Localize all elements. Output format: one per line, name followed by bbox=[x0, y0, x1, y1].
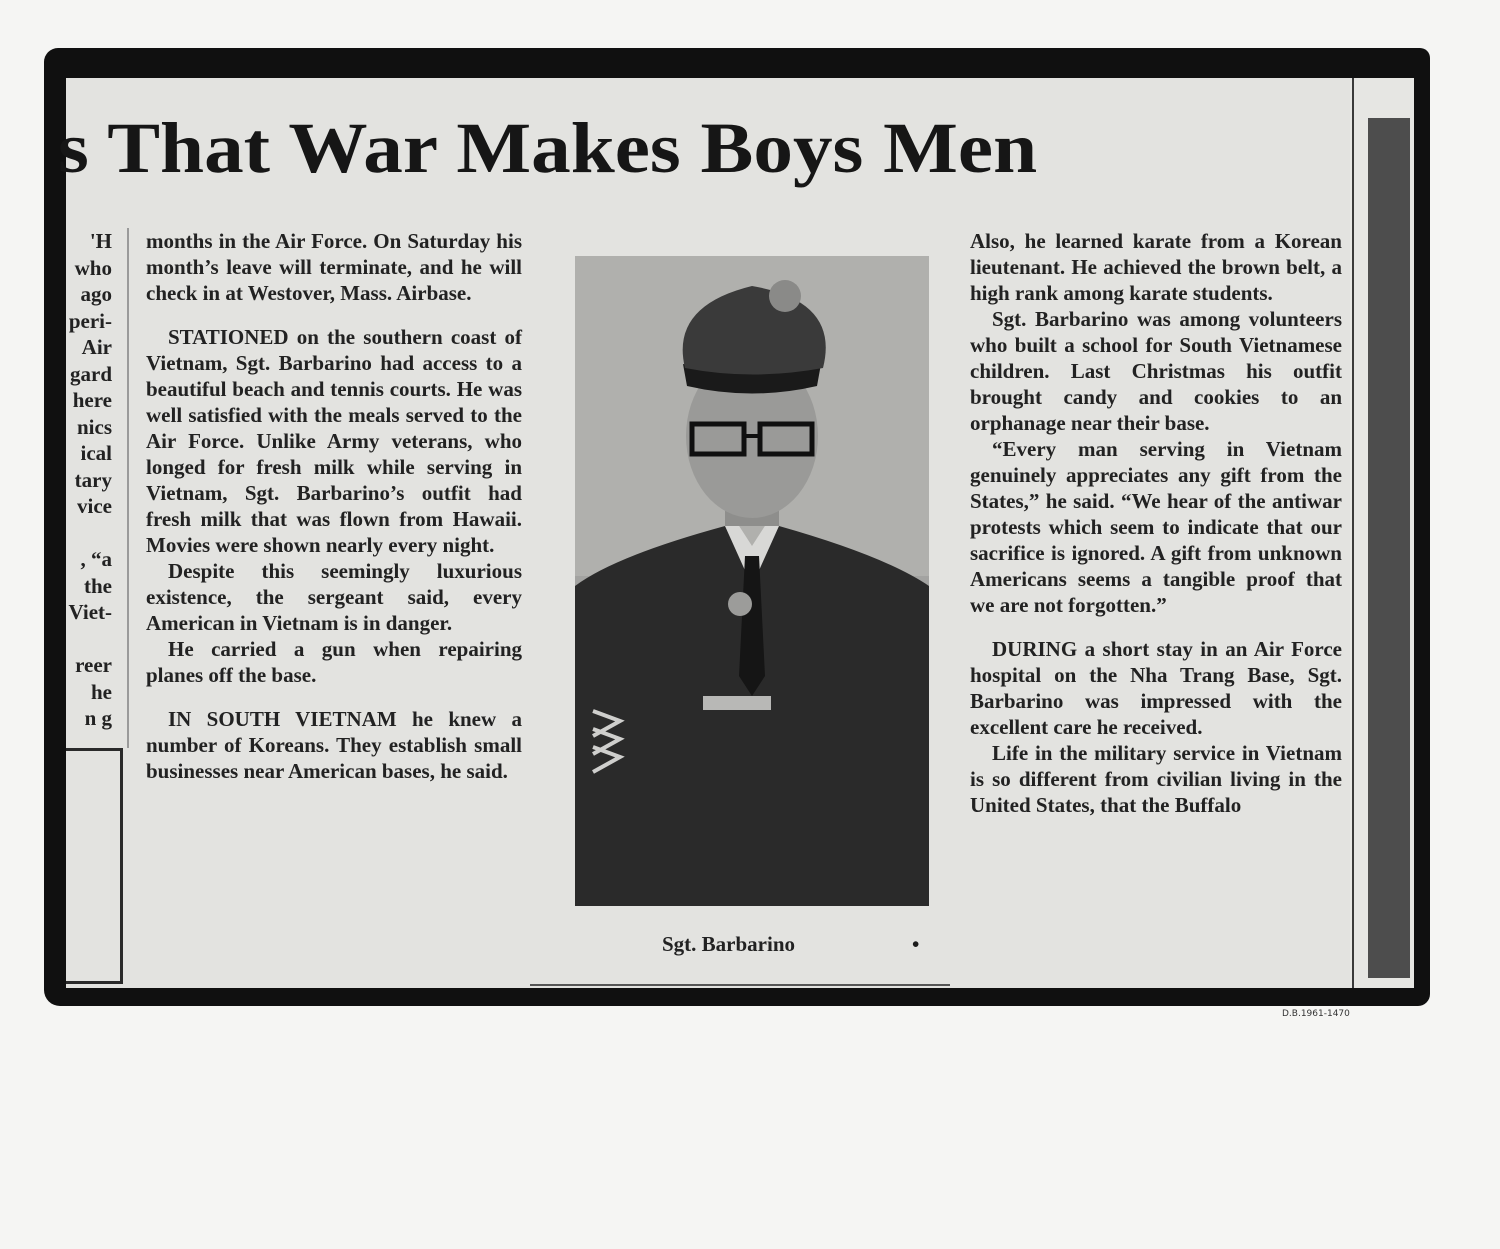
portrait-illustration bbox=[575, 256, 929, 906]
fragment-line: Viet- bbox=[68, 600, 112, 624]
fragment-line: here bbox=[72, 388, 112, 412]
paragraph-text: on the southern coast of Vietnam, Sgt. Barbarino had access to a beautiful beach and tennis courts. He was well satisfied with the meals served to the Air Force. Unlike Army veterans, who longed for fresh milk while serving in Vietnam, Sgt. Barbarino’s outfit had fresh milk that was flown from Hawaii. Movies were shown nearly every night. bbox=[146, 325, 522, 557]
lead-in: DURING bbox=[992, 637, 1078, 661]
column-rule bbox=[1352, 78, 1354, 988]
adjacent-column-edge bbox=[1350, 78, 1414, 988]
fragment-line: nics bbox=[76, 414, 112, 439]
fragment-line: the bbox=[84, 573, 112, 598]
fragment-line bbox=[66, 520, 112, 547]
paragraph-4: He carried a gun when repairing planes off the base. bbox=[146, 637, 522, 687]
headline: s That War Makes Boys Men bbox=[58, 108, 1038, 188]
paragraph-karate: Also, he learned karate from a Korean lieutenant. He achieved the brown belt, a high rank among karate students. bbox=[970, 229, 1342, 305]
paragraph-stationed bbox=[146, 324, 522, 558]
paragraph-life: Life in the military service in Vietnam is so different from civilian living in the United States, that the Buffalo bbox=[970, 741, 1342, 817]
photo-caption: Sgt. Barbarino bbox=[662, 932, 796, 956]
paragraph-during bbox=[970, 636, 1342, 740]
fragment-line: Air bbox=[81, 335, 112, 359]
paragraph-quote: “Every man serving in Vietnam genuinely appreciates any gift from the States,” he said. “We hear of the antiwar protests which seem to indicate that our sacrifice is ignored. A gift from unknown Americans seems a tangible proof that we are not forgotten.” bbox=[970, 437, 1342, 617]
lead-in: STATIONED bbox=[168, 325, 289, 349]
lead-in: IN SOUTH VIETNAM bbox=[168, 707, 397, 731]
fragment-line bbox=[66, 626, 112, 653]
fragment-line: reer bbox=[75, 653, 112, 677]
paragraph-text: a short stay in an Air Force hospital on the Nha Trang Base, Sgt. Barbarino was impressed with the excellent care he received. bbox=[970, 637, 1342, 739]
article-column-3 bbox=[970, 228, 1342, 818]
adjacent-photo-edge bbox=[1368, 118, 1410, 978]
paragraph-1: months in the Air Force. On Saturday his month’s leave will terminate, and he will check in at Westover, Mass. Airbase. bbox=[146, 229, 522, 305]
fragment-line: ago bbox=[80, 282, 112, 306]
fragment-line: vice bbox=[77, 494, 112, 518]
paragraph-south-vietnam bbox=[146, 706, 522, 784]
bottom-rule bbox=[530, 984, 950, 986]
fragment-line: ical bbox=[80, 441, 112, 465]
left-box-fragment bbox=[66, 748, 123, 984]
paragraph-text: he knew a number of Koreans. They establish small businesses near American bases, he said. bbox=[146, 707, 522, 783]
paragraph-school: Sgt. Barbarino was among volunteers who built a school for South Vietnamese children. Last Christmas his outfit brought candy and cookies to an orphanage near their base. bbox=[970, 307, 1342, 435]
left-column-fragment bbox=[66, 228, 112, 732]
fragment-line: who bbox=[74, 255, 112, 280]
fragment-line: n g bbox=[84, 706, 112, 730]
fragment-line: tary bbox=[74, 467, 112, 492]
archive-note: D.B.1961-1470 bbox=[1282, 1009, 1350, 1019]
fragment-line: gard bbox=[70, 361, 112, 386]
article-column-1 bbox=[146, 228, 522, 784]
portrait-photo bbox=[575, 256, 929, 906]
fragment-line: he bbox=[91, 679, 112, 704]
paragraph-3: Despite this seemingly luxurious existence, the sergeant said, every American in Vietnam is in danger. bbox=[146, 559, 522, 635]
column-divider bbox=[127, 228, 129, 748]
fragment-line: peri- bbox=[68, 308, 112, 333]
caption-dot: • bbox=[912, 932, 920, 956]
fragment-line: 'H bbox=[89, 229, 112, 253]
fragment-line: , “a bbox=[80, 547, 112, 571]
